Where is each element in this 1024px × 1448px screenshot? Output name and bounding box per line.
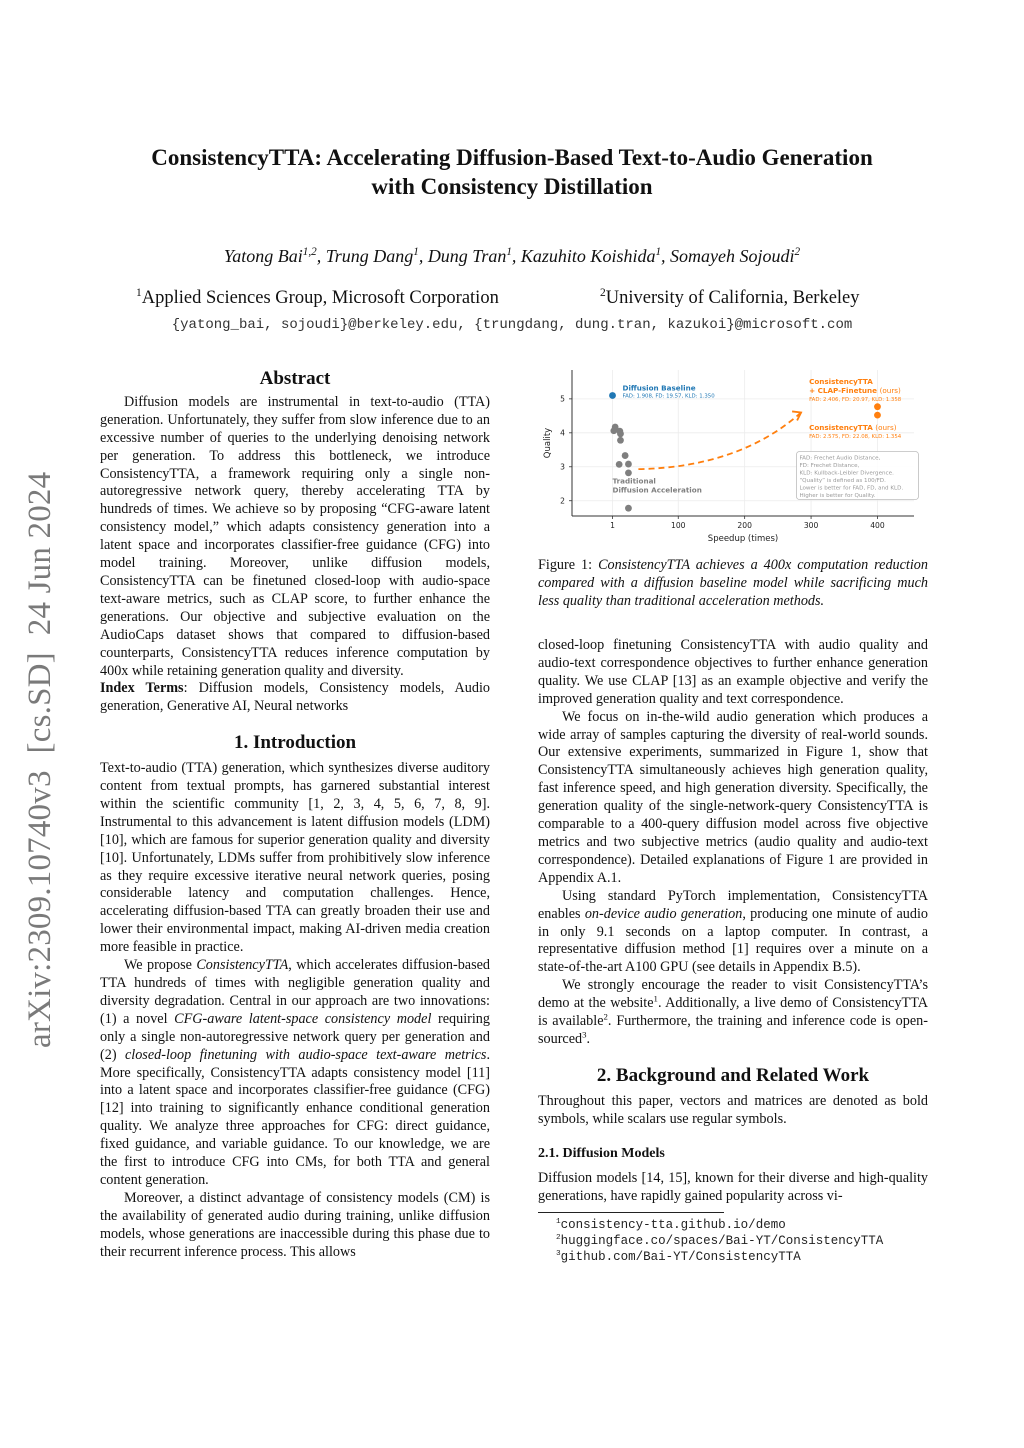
data-point-traditional xyxy=(625,505,632,512)
abstract-heading: Abstract xyxy=(259,368,331,389)
intro-paragraph-5: We focus on in-the-wild audio generation which produces a wide array of samples capturing the diversity of real-world sounds. Our extensive experiments, summarized in Figure 1, show that ConsistencyTTA simultaneously achieves high generation quality, fast inference speed, and high generation diversity. Specifically, the generation quality of the single-network-query ConsistencyTTA is comparable to a 400-query diffusion model across five objective metrics and two subjective metrics (audio quality and audio-text correspondence). Detailed explanations of Figure 1 are provided in Appendix A.1. xyxy=(538,708,928,886)
x-tick-label: 1 xyxy=(610,521,615,530)
author: Trung Dang$^1$, xyxy=(325,246,428,266)
intro-paragraph-6: Using standard PyTorch implementation, ConsistencyTTA enables on-device audio generation, producing one minute of audio in only 9.1 seconds on a laptop computer. In contrast, a representative diffusion method [1] requires over a minute on a state-of-the-art A100 GPU (see details in Appendix B.5). xyxy=(538,887,928,976)
x-tick-label: 400 xyxy=(870,521,885,530)
y-tick-label: 3 xyxy=(560,462,565,472)
intro-paragraph-7: We strongly encourage the reader to visit ConsistencyTTA’s demo at the website$^1$. Additionally, a live demo of ConsistencyTTA is available$^2$. Furthermore, the training and inference code is open-sourced$^3$. xyxy=(538,977,928,1047)
intro-paragraph-4: closed-loop finetuning ConsistencyTTA with audio quality and audio-text correspondence objectives to further enhance generation quality. We use CLAP [13] as an example objective and verify the improved generation quality and text correspondence. xyxy=(538,637,928,707)
right-column xyxy=(538,637,928,1265)
data-point-traditional xyxy=(616,461,623,468)
background-paragraph-2: Diffusion models [14, 15], known for their diverse and high-quality generations, have rapidly gained popularity across vi- xyxy=(538,1170,928,1205)
section-2-heading: 2. Background and Related Work xyxy=(596,1064,870,1086)
clap-finetune-label-line-1: ConsistencyTTA xyxy=(809,377,873,386)
figure-1-caption xyxy=(538,556,928,610)
title-line-1: ConsistencyTTA: Accelerating Diffusion-Based Text-to-Audio Generation xyxy=(151,145,873,170)
x-tick-label: 100 xyxy=(671,521,686,530)
baseline-metrics: FAD: 1.908, FD: 19.57, KLD: 1.350 xyxy=(622,393,715,400)
footnote-1[interactable]: $^1$consistency-tta.github.io/demo xyxy=(556,1218,786,1233)
y-tick-label: 4 xyxy=(560,428,565,438)
speedup-quality-chart xyxy=(538,366,928,546)
legend-box-line: “Quality” is defined as 100/FD. xyxy=(799,477,886,484)
y-axis-label: Quality xyxy=(543,427,553,459)
footnote-3[interactable]: $^3$github.com/Bai-YT/ConsistencyTTA xyxy=(556,1250,801,1265)
legend-box-line: FD: Frechet Distance, xyxy=(799,462,860,469)
data-point-traditional xyxy=(625,469,632,476)
author: Kazuhito Koishida$^1$, xyxy=(520,246,671,266)
intro-paragraph-1: Text-to-audio (TTA) generation, which synthesizes diverse auditory content from textual prompts, has garnered substantial interest within the scientific community [1, 2, 3, 4, 5, 6, 7, 8, 9]. Instrumental to this advancement is latent diffusion models (LDM) [10], which are famous for superior generation quality and diversity [10]. Unfortunately, LDMs suffer from prohibitively slow inference as they require excessive iterative neural network queries, posing considerable latency and computation challenges. Hence, accelerating diffusion-based TTA can greatly broaden their use and lower their environmental impact, making AI-driven media creation more feasible in practice. xyxy=(100,760,490,956)
footnote-ref-2[interactable]: 2 xyxy=(603,1011,608,1022)
improvement-arrow xyxy=(638,412,801,469)
index-terms-label: Index Terms xyxy=(100,680,184,697)
caption-label: Figure 1: xyxy=(538,557,599,573)
footnote-ref-1[interactable]: 1 xyxy=(653,993,658,1004)
baseline-label: Diffusion Baseline xyxy=(622,383,696,393)
clap-finetune-metrics: FAD: 2.406, FD: 20.97, KLD: 1.358 xyxy=(809,397,902,403)
data-point-traditional xyxy=(610,427,617,434)
paper-title xyxy=(100,143,924,201)
data-point-traditional xyxy=(617,437,624,444)
metric-legend-box xyxy=(796,451,918,499)
author: Somayeh Sojoudi$^2$ xyxy=(670,246,801,266)
data-point-ours xyxy=(874,403,881,410)
subsection-2-1-heading: 2.1. Diffusion Models xyxy=(538,1145,665,1161)
data-point-traditional xyxy=(625,461,632,468)
footnote-2[interactable]: $^2$huggingface.co/spaces/Bai-YT/ConsistencyTTA xyxy=(556,1234,884,1249)
title-line-2: with Consistency Distillation xyxy=(371,174,653,199)
intro-paragraph-2: We propose ConsistencyTTA, which accelerates diffusion-based TTA hundreds of times with negligible generation quality and diversity degradation. Central in our approach are two innovations: (1) a novel CFG-aware latent-space consistency model requiring only a single non-autoregressive network query per generation and (2) closed-loop finetuning with audio-space text-aware metrics. More specifically, ConsistencyTTA adapts consistency model [11] into a latent space and incorporates classifier-free guidance (CFG) [12] into training to significantly enhance conditional generation quality. We analyze three approaches for CFG: direct guidance, fixed guidance, and variable guidance. To our knowledge, we are the first to introduce CFG into CMs, for both TTA and general content generation. xyxy=(100,957,491,1188)
y-tick-label: 5 xyxy=(560,394,565,404)
section-1-heading: 1. Introduction xyxy=(233,732,357,754)
clap-finetune-label-line-2: + CLAP-Finetune (ours) xyxy=(809,386,901,395)
x-tick-label: 300 xyxy=(803,521,819,530)
arxiv-identifier: arXiv:2309.10740v3 [cs.SD] 24 Jun 2024 xyxy=(22,471,58,1048)
traditional-label-line-1: Traditional xyxy=(612,476,656,486)
intro-paragraph-3: Moreover, a distinct advantage of consistency models (CM) is the availability of generated audio during training, unlike diffusion models, whose generations are inaccessible during this phase due to their recurrent inference process. This allows xyxy=(100,1189,490,1260)
x-axis-label: Speedup (times) xyxy=(707,534,779,544)
background-paragraph-1: Throughout this paper, vectors and matrices are denoted as bold symbols, while scalars use regular symbols. xyxy=(538,1092,928,1127)
index-terms: Index Terms: Diffusion models, Consistency models, Audio generation, Generative AI, Neural networks xyxy=(100,680,491,715)
figure-1 xyxy=(538,366,928,546)
footnote-rule xyxy=(538,1212,724,1213)
data-point-traditional xyxy=(622,452,629,459)
author-emails: {yatong_bai, sojoudi}@berkeley.edu, {trungdang, dung.tran, kazukoi}@microsoft.com xyxy=(171,317,853,333)
author: Yatong Bai$^{1,2}$, xyxy=(223,246,326,266)
legend-box-line: KLD: Kullback-Leibler Divergence. xyxy=(799,470,894,477)
data-point-traditional xyxy=(617,430,624,437)
legend-box-line: Higher is better for Quality. xyxy=(799,492,876,499)
y-tick-label: 2 xyxy=(560,496,565,506)
left-column xyxy=(100,370,490,1262)
legend-box-line: FAD: Frechet Audio Distance, xyxy=(799,455,881,462)
legend-box-line: Lower is better for FAD, FD, and KLD. xyxy=(799,485,904,492)
author-list xyxy=(100,246,924,267)
data-point-ours xyxy=(874,412,881,419)
footnote-ref-3[interactable]: 3 xyxy=(582,1029,587,1040)
affiliation-2: $^2$University of California, Berkeley xyxy=(600,286,860,308)
consistencytta-label: ConsistencyTTA (ours) xyxy=(809,423,897,433)
author: Dung Tran$^1$, xyxy=(427,246,521,266)
affiliation-1: $^1$Applied Sciences Group, Microsoft Corporation xyxy=(136,286,499,308)
data-point-baseline xyxy=(609,392,616,399)
abstract-text: Diffusion models are instrumental in text-to-audio (TTA) generation. Unfortunately, they suffer from slow inference due to an excessive number of queries to the underlying denoising network per generation. To address this bottleneck, we introduce ConsistencyTTA, a framework requiring only a single non-autoregressive network query, thereby accelerating TTA by hundreds of times. We achieve so by proposing “CFG-aware latent consistency model,” which adapts consistency generation into a latent space and incorporates classifier-free guidance (CFG) into model training. Moreover, unlike diffusion models, ConsistencyTTA can be finetuned closed-loop with audio-space text-aware metrics, such as CLAP score, to further enhance the generations. Our objective and subjective evaluation on the AudioCaps dataset shows that compared to diffusion-based counterparts, ConsistencyTTA reduces inference computation by 400x while retaining generation quality and diversity. xyxy=(100,393,490,679)
traditional-label-line-2: Diffusion Acceleration xyxy=(612,485,702,495)
consistencytta-metrics: FAD: 2.575, FD: 22.08, KLD: 1.354 xyxy=(809,434,902,441)
x-tick-label: 200 xyxy=(737,521,752,530)
caption-text: ConsistencyTTA achieves a 400x computation reduction compared with a diffusion baseline model while sacrificing much less quality than traditional acceleration methods. xyxy=(538,557,928,609)
